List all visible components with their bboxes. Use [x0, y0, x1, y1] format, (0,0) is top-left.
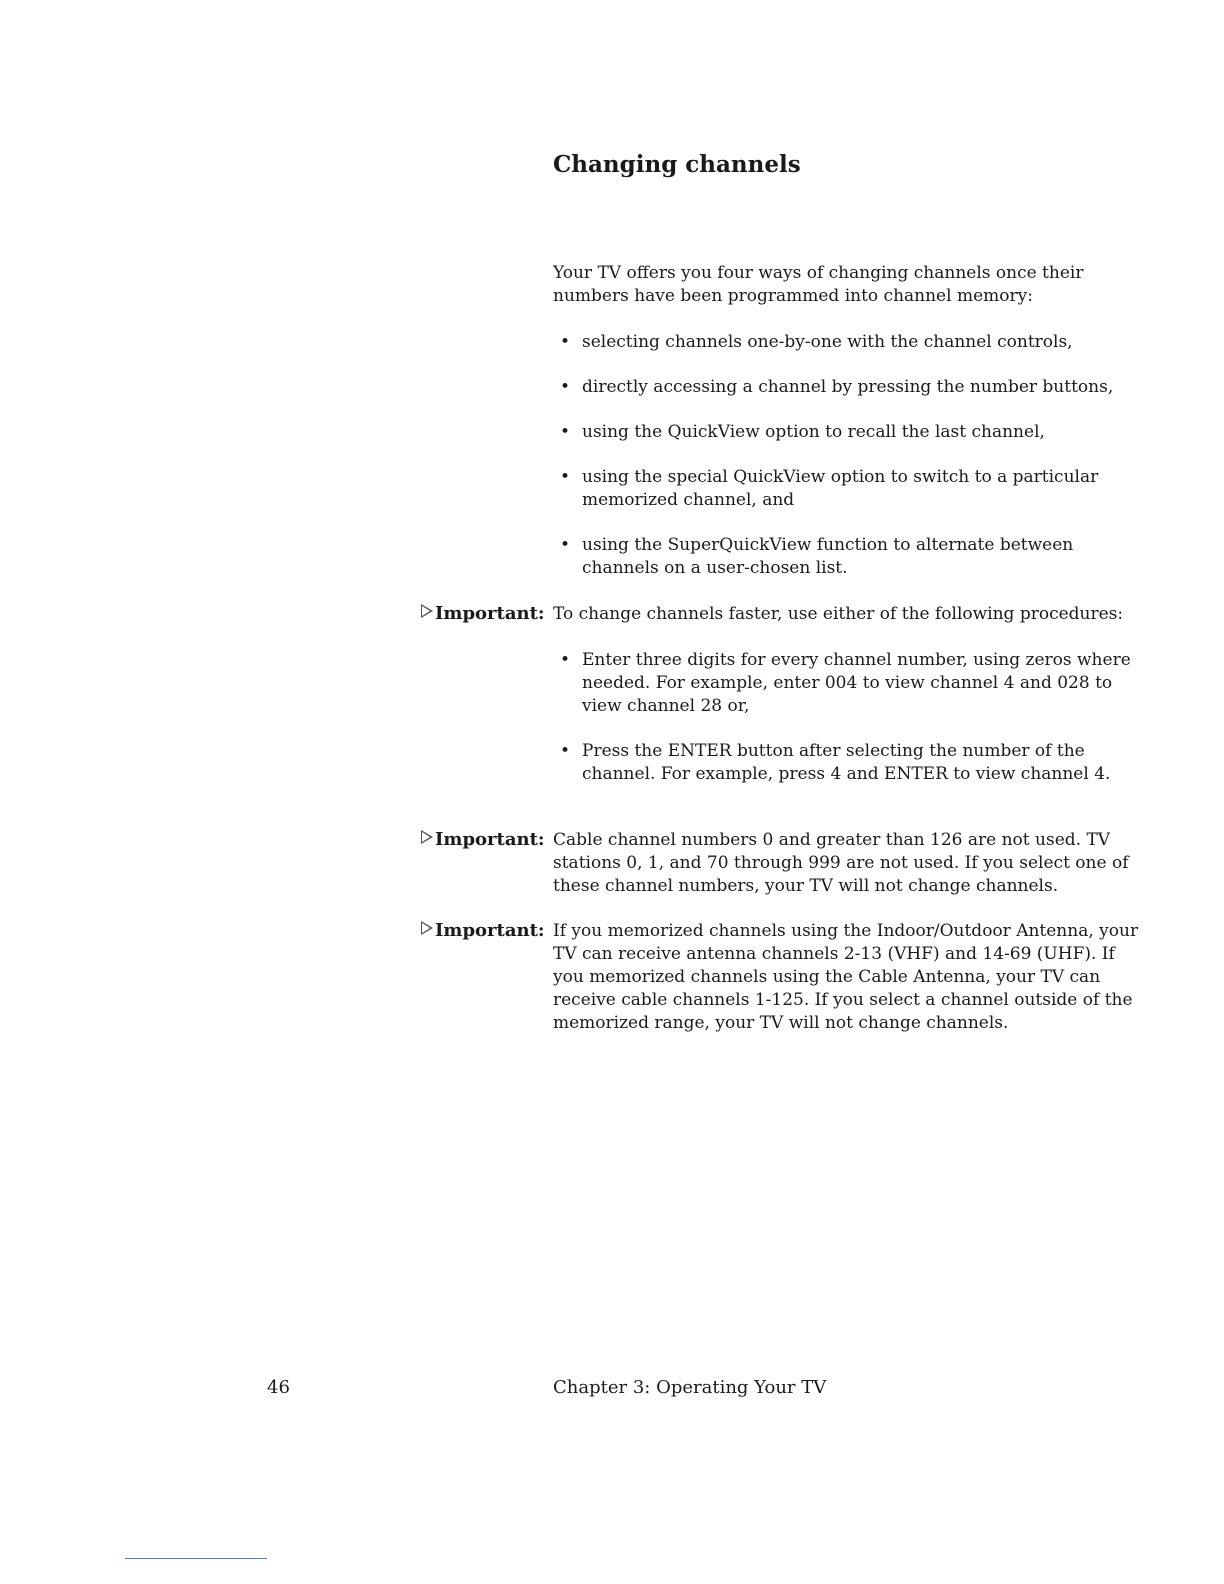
list-item: • Press the ENTER button after selecting the number of the channel. For example, press 4 and ENTER to view channel 4.: [553, 740, 1143, 786]
triangle-right-icon: [421, 921, 433, 935]
list-item: • selecting channels one-by-one with the channel controls,: [553, 331, 1143, 354]
important-label: Important:: [421, 828, 546, 851]
page-number: 46: [267, 1377, 290, 1398]
list-item: • Enter three digits for every channel number, using zeros where needed. For example, enter 004 to view channel 4 and 028 to view channel 28 or,: [553, 649, 1143, 718]
scan-artifact-line: [125, 1558, 267, 1559]
important-note-text: If you memorized channels using the Indoor/Outdoor Antenna, your TV can receive antenna channels 2-13 (VHF) and 14-69 (UHF). If you memorized channels using the Cable Antenna, your TV can receive cable channels 1-125. If you select a channel outside of the memorized range, your TV will not change channels.: [553, 921, 1139, 1033]
triangle-right-icon: [421, 830, 433, 844]
important-note-text: To change channels faster, use either of the following procedures:: [553, 604, 1124, 624]
list-item: • using the QuickView option to recall the last channel,: [553, 421, 1143, 444]
list-item: • using the special QuickView option to switch to a particular memorized channel, and: [553, 466, 1143, 512]
important-label: Important:: [421, 919, 546, 942]
chapter-footer: Chapter 3: Operating Your TV: [553, 1377, 827, 1398]
triangle-right-icon: [421, 604, 433, 618]
page-title: Changing channels: [553, 151, 801, 178]
methods-list: [553, 331, 1143, 602]
important-label: Important:: [421, 602, 546, 625]
list-item: • directly accessing a channel by pressing the number buttons,: [553, 376, 1143, 399]
procedure-list: [553, 649, 1143, 808]
list-item: • using the SuperQuickView function to alternate between channels on a user-chosen list.: [553, 534, 1143, 580]
important-note-text: Cable channel numbers 0 and greater than 126 are not used. TV stations 0, 1, and 70 through 999 are not used. If you select one of these channel numbers, your TV will not change channels.: [553, 830, 1129, 896]
intro-paragraph: Your TV offers you four ways of changing channels once their numbers have been programmed into channel memory:: [553, 263, 1084, 306]
